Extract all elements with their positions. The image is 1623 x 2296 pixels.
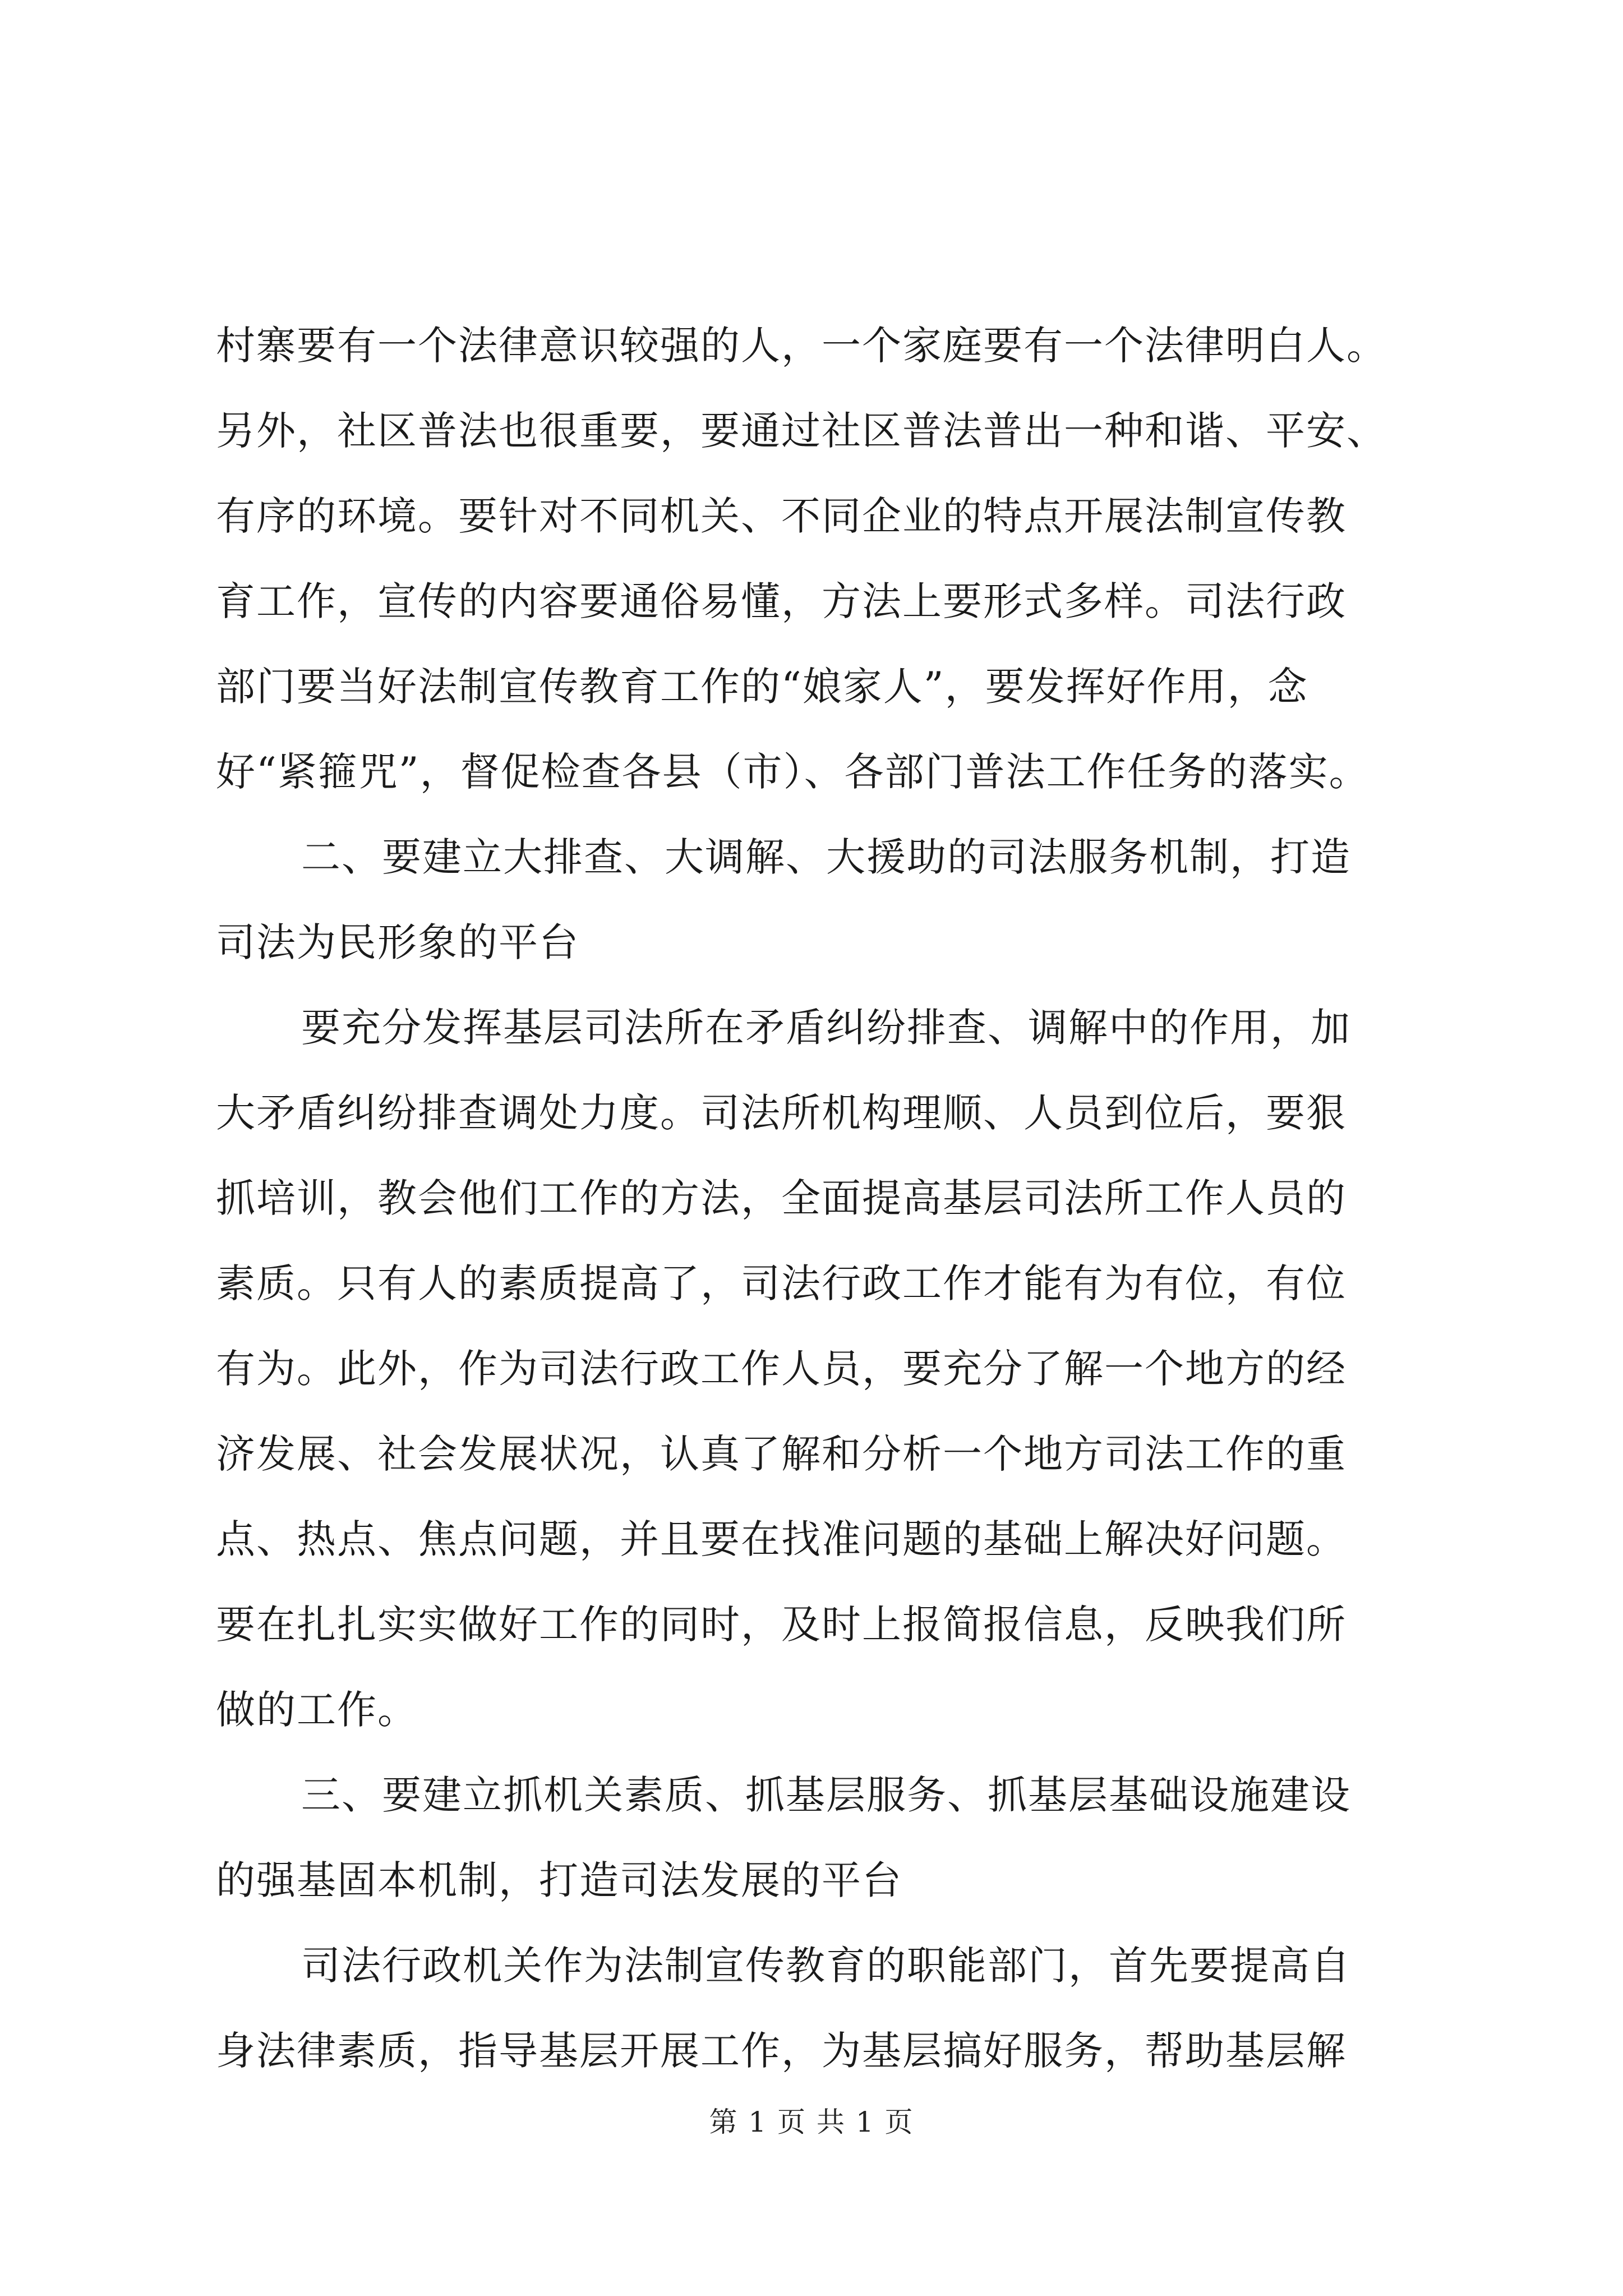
text-line-12: 素质。只有人的素质提高了，司法行政工作才能有为有位，有位 <box>216 1260 1347 1306</box>
text-line-20: 司法行政机关作为法制宣传教育的职能部门，首先要提高自 <box>301 1943 1351 1989</box>
text-line-16: 要在扎扎实实做好工作的同时，及时上报简报信息，反映我们所 <box>216 1602 1347 1648</box>
text-line-4: 育工作，宣传的内容要通俗易懂，方法上要形式多样。司法行政 <box>216 578 1347 624</box>
text-line-6: 好“紧箍咒”，督促检查各县（市）、各部门普法工作任务的落实。 <box>216 749 1370 795</box>
page-footer: 第 1 页 共 1 页 <box>709 2106 914 2138</box>
section-heading-2-line-2: 司法为民形象的平台 <box>216 919 579 965</box>
text-line-1: 村寨要有一个法律意识较强的人，一个家庭要有一个法律明白人。 <box>216 323 1387 369</box>
text-line-3: 有序的环境。要针对不同机关、不同企业的特点开展法制宣传教 <box>216 493 1347 539</box>
section-heading-2-line-1: 二、要建立大排查、大调解、大援助的司法服务机制，打造 <box>301 834 1351 880</box>
text-line-11: 抓培训，教会他们工作的方法，全面提高基层司法所工作人员的 <box>216 1175 1347 1221</box>
section-heading-3-line-1: 三、要建立抓机关素质、抓基层服务、抓基层基础设施建设 <box>301 1772 1351 1818</box>
text-line-17: 做的工作。 <box>216 1687 418 1733</box>
text-line-15: 点、热点、焦点问题，并且要在找准问题的基础上解决好问题。 <box>216 1516 1347 1562</box>
text-line-21: 身法律素质，指导基层开展工作，为基层搞好服务，帮助基层解 <box>216 2028 1347 2074</box>
text-line-14: 济发展、社会发展状况，认真了解和分析一个地方司法工作的重 <box>216 1431 1347 1477</box>
text-line-5: 部门要当好法制宣传教育工作的“娘家人”，要发挥好作用，念 <box>216 664 1308 710</box>
document-body <box>216 303 1427 2093</box>
text-line-2: 另外，社区普法也很重要，要通过社区普法普出一种和谐、平安、 <box>216 408 1387 454</box>
text-line-10: 大矛盾纠纷排查调处力度。司法所机构理顺、人员到位后，要狠 <box>216 1090 1347 1136</box>
text-line-13: 有为。此外，作为司法行政工作人员，要充分了解一个地方的经 <box>216 1346 1347 1392</box>
text-line-9: 要充分发挥基层司法所在矛盾纠纷排查、调解中的作用，加 <box>301 1005 1351 1051</box>
section-heading-3-line-2: 的强基固本机制，打造司法发展的平台 <box>216 1857 902 1903</box>
